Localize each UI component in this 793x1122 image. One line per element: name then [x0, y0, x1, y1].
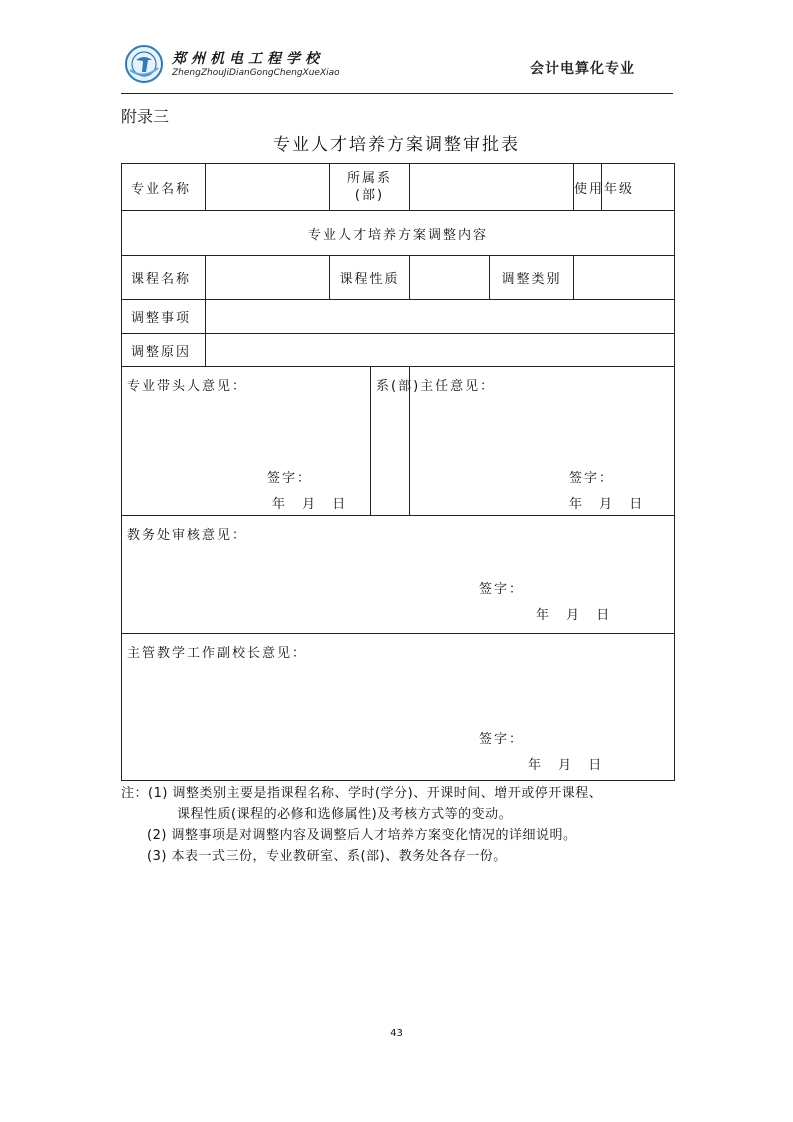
adjust-type-field[interactable] — [574, 256, 675, 300]
form-notes — [121, 783, 602, 867]
major-name-field[interactable] — [206, 164, 330, 211]
leader-opinion-cell[interactable] — [122, 367, 410, 516]
leader-date-label: 年 月 日 — [272, 497, 346, 512]
dept-director-sign-label: 签字： — [569, 471, 615, 486]
page-number: 43 — [390, 1028, 403, 1039]
form-row-items — [122, 300, 675, 334]
dept-director-opinion-cell[interactable] — [376, 367, 675, 516]
school-emblem-icon — [124, 44, 164, 84]
note-1: 注：(1) 调整类别主要是指课程名称、学时(学分)、开课时间、增开或停开课程、 — [121, 786, 603, 801]
note-3: (3) 本表一式三份，专业教研室、系(部)、教务处各存一份。 — [147, 849, 507, 864]
form-row-academic — [122, 516, 675, 634]
form-row-reason — [122, 334, 675, 367]
form-row-opinions — [122, 367, 675, 516]
adjust-items-field[interactable] — [206, 300, 675, 334]
academic-opinion-cell[interactable] — [122, 516, 675, 634]
form-row-course — [122, 256, 675, 300]
note-2: (2) 调整事项是对调整内容及调整后人才培养方案变化情况的详细说明。 — [147, 828, 577, 843]
section-title: 专业人才培养方案调整内容 — [122, 211, 675, 256]
dept-field[interactable] — [410, 164, 574, 211]
academic-opinion-label: 教务处审核意见： — [127, 528, 248, 543]
form-row-section — [122, 211, 675, 256]
dept-label-sub: (部) — [354, 188, 385, 203]
appendix-label: 附录三 — [121, 107, 170, 126]
course-name-label: 课程名称 — [122, 256, 206, 300]
header-divider — [121, 93, 673, 94]
dept-label — [330, 164, 410, 211]
adjust-reason-field[interactable] — [206, 334, 675, 367]
principal-opinion-label: 主管教学工作副校长意见： — [127, 646, 308, 661]
note-1-cont: 课程性质(课程的必修和选修属性)及考核方式等的变动。 — [177, 807, 513, 822]
major-name: 会计电算化专业 — [530, 61, 635, 77]
dept-director-date-label: 年 月 日 — [569, 497, 643, 512]
school-name-cn: 郑州机电工程学校 — [172, 51, 324, 67]
major-name-label: 专业名称 — [122, 164, 206, 211]
principal-date-label: 年 月 日 — [528, 758, 602, 773]
grade-label-text: 使用年级 — [574, 181, 635, 197]
adjust-reason-label: 调整原因 — [122, 334, 206, 367]
school-name-en: ZhengZhouJiDianGongChengXueXiao — [172, 68, 340, 78]
form-title: 专业人才培养方案调整审批表 — [273, 135, 520, 155]
leader-opinion-label: 专业带头人意见： — [127, 379, 248, 394]
grade-label — [574, 164, 635, 211]
principal-opinion-cell[interactable] — [122, 634, 675, 781]
leader-sign-label: 签字： — [267, 471, 313, 486]
adjust-items-label: 调整事项 — [122, 300, 206, 334]
approval-form-table — [121, 163, 675, 781]
form-row-principal — [122, 634, 675, 781]
course-nature-field[interactable] — [410, 256, 490, 300]
dept-label-text: 所属系 — [346, 171, 392, 186]
form-row-major — [122, 164, 675, 211]
course-nature-label: 课程性质 — [330, 256, 410, 300]
principal-sign-label: 签字： — [479, 732, 525, 747]
dept-director-opinion-label: 系(部)主任意见： — [376, 379, 496, 394]
course-name-field[interactable] — [206, 256, 330, 300]
academic-sign-label: 签字： — [479, 582, 525, 597]
adjust-type-label: 调整类别 — [490, 256, 574, 300]
academic-date-label: 年 月 日 — [536, 608, 610, 623]
